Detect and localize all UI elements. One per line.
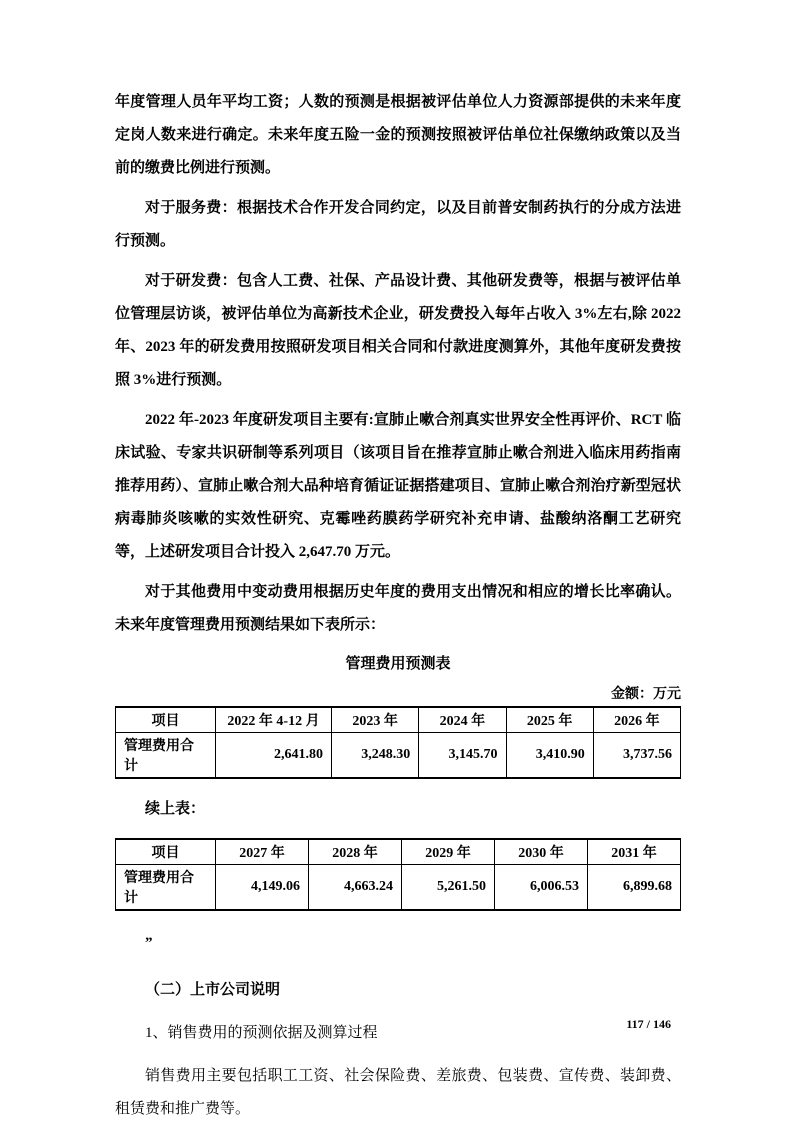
value-cell-2027: 4,149.06 [216,865,309,911]
value-cell-2031: 6,899.68 [588,865,681,911]
paragraph-service-fee: 对于服务费：根据技术合作开发合同约定，以及目前普安制药执行的分成方法进行预测。 [115,200,681,249]
header-cell-2022: 2022 年 4-12 月 [216,707,332,733]
header-cell-2026: 2026 年 [593,707,680,733]
header-cell-2029: 2029 年 [402,839,495,865]
value-cell-2030: 6,006.53 [495,865,588,911]
page-content [115,86,681,1122]
value-cell-2025: 3,410.90 [506,733,593,779]
table-header-row [116,707,681,733]
table-row [116,865,681,911]
value-cell-2028: 4,663.24 [309,865,402,911]
subsection-heading: 1、销售费用的预测依据及测算过程 [145,1025,378,1041]
header-cell-2030: 2030 年 [495,839,588,865]
paragraph-other-fee: 对于其他费用中变动费用根据历史年度的费用支出情况和相应的增长比率确认。未来年度管理费用预测结果如下表所示： [115,584,681,633]
row-label-cell: 管理费用合计 [116,733,216,779]
management-fee-forecast-table-1 [115,706,681,779]
management-fee-forecast-table-2 [115,838,681,911]
paragraph-management-salary: 年度管理人员年平均工资；人数的预测是根据被评估单位人力资源部提供的未来年度定岗人数来进行确定。未来年度五险一金的预测按照被评估单位社保缴纳政策以及当前的缴费比例进行预测。 [115,94,681,176]
value-cell-2024: 3,145.70 [419,733,506,779]
paragraph-sales-fee: 销售费用主要包括职工工资、社会保险费、差旅费、包装费、宣传费、装卸费、租赁费和推广费等。 [115,1068,681,1117]
row-label-cell: 管理费用合计 [116,865,216,911]
header-cell-item: 项目 [116,839,216,865]
closing-quote: ” [145,935,153,951]
value-cell-2026: 3,737.56 [593,733,680,779]
value-cell-2022: 2,641.80 [216,733,332,779]
table-unit-label: 金额：万元 [611,687,681,702]
paragraph-rd-projects: 2022 年-2023 年度研发项目主要有:宣肺止嗽合剂真实世界安全性再评价、RCT 临床试验、专家共识研制等系列项目（该项目旨在推荐宣肺止嗽合剂进入临床用药指南推荐用药）、宣肺止嗽合剂大品种培育循证证据搭建项目、宣肺止嗽合剂治疗新型冠状病毒肺炎咳嗽的实效性研究、克霉唑药膜药学研究补充申请、盐酸纳洛酮工艺研究等，上述研发项目合计投入 2,647.70 万元。 [115,412,681,560]
page-number: 117 / 146 [626,1017,671,1031]
header-cell-2024: 2024 年 [419,707,506,733]
header-cell-2027: 2027 年 [216,839,309,865]
header-cell-2023: 2023 年 [332,707,419,733]
value-cell-2023: 3,248.30 [332,733,419,779]
paragraph-rd-fee: 对于研发费：包含人工费、社保、产品设计费、其他研发费等，根据与被评估单位管理层访谈，被评估单位为高新技术企业，研发费投入每年占收入 3%左右,除 2022 年、2023 年的研发费用按照研发项目相关合同和付款进度测算外，其他年度研发费按照 3%进行预测。 [115,273,681,388]
continuation-label: 续上表： [145,801,206,817]
table-title: 管理费用预测表 [345,656,451,672]
section-heading: （二）上市公司说明 [145,982,281,998]
header-cell-2025: 2025 年 [506,707,593,733]
table-header-row [116,839,681,865]
header-cell-2031: 2031 年 [588,839,681,865]
header-cell-2028: 2028 年 [309,839,402,865]
table-row [116,733,681,779]
value-cell-2029: 5,261.50 [402,865,495,911]
header-cell-item: 项目 [116,707,216,733]
